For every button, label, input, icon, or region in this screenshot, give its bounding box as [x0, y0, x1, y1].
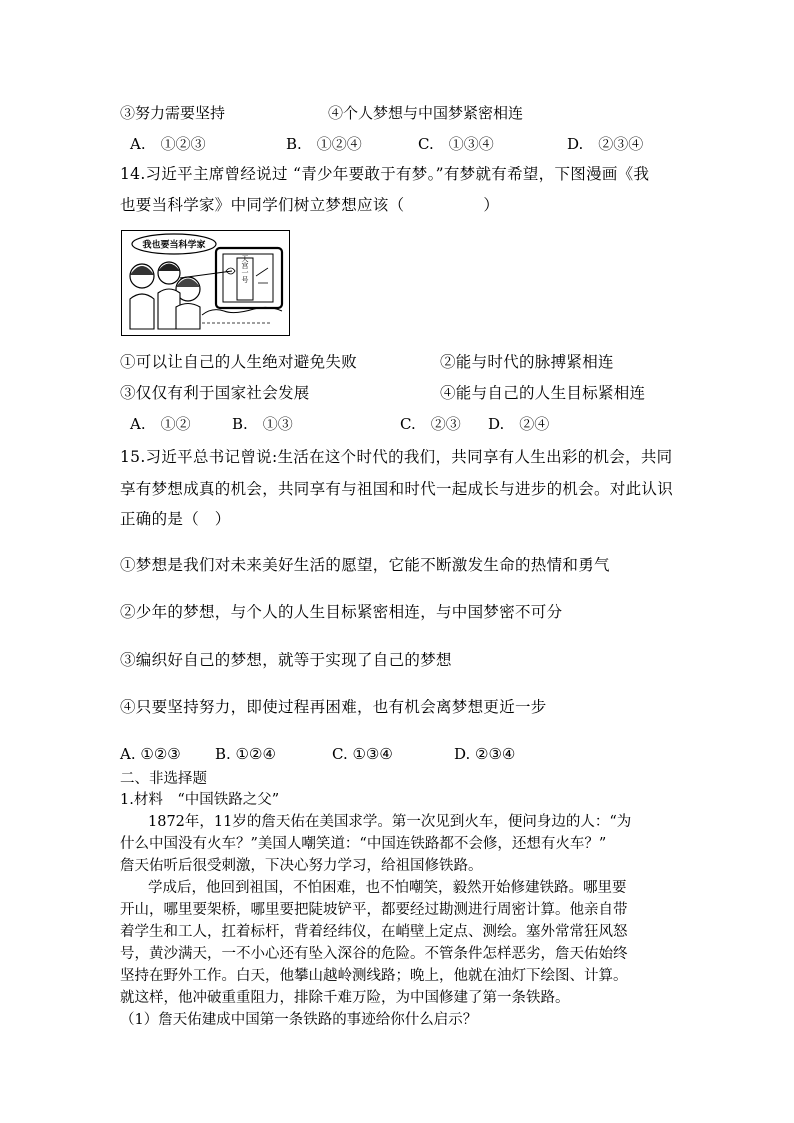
para2-line4: 号，黄沙满天，一不小心还有坠入深谷的危险。不管条件怎样恶劣，詹天佑始终 — [120, 946, 628, 962]
q15-option-d: D. ②③④ — [454, 745, 516, 763]
q14-stem-line2: 也要当科学家》中同学们树立梦想应该（ ） — [120, 196, 500, 214]
q14-item3: ③仅仅有利于国家社会发展 — [120, 384, 310, 402]
q13-option-a: A. ①②③ — [130, 135, 206, 153]
q14-option-d: D. ②④ — [488, 415, 550, 433]
cartoon-image — [121, 230, 290, 336]
q14-option-b: B. ①③ — [232, 415, 293, 433]
q15-item4: ④只要坚持努力，即使过程再困难，也有机会离梦想更近一步 — [120, 698, 547, 716]
material-title: 1.材料 “中国铁路之父” — [120, 792, 280, 808]
q14-item4: ④能与自己的人生目标紧相连 — [440, 384, 646, 402]
para1-line2: 什么中国没有火车？”美国人嘲笑道：“中国连铁路都不会修，还想有火车？” — [120, 836, 607, 852]
para1-line3: 詹天佑听后很受刺激，下决心努力学习，给祖国修铁路。 — [120, 858, 483, 874]
q13-option-c: C. ①③④ — [418, 135, 494, 153]
cartoon-drawing — [122, 231, 288, 334]
para2-line6: 就这样，他冲破重重阻力，排除千难万险，为中国修建了第一条铁路。 — [120, 990, 570, 1006]
q15-item1: ①梦想是我们对未来美好生活的愿望，它能不断激发生命的热情和勇气 — [120, 556, 610, 574]
section2-heading: 二、非选择题 — [120, 771, 207, 787]
para2-line2: 开山，哪里要架桥，哪里要把陡坡铲平，都要经过勘测进行周密计算。他亲自带 — [120, 902, 628, 918]
q15-option-b: B. ①②④ — [215, 745, 276, 763]
q13-option-b: B. ①②④ — [286, 135, 362, 153]
question-1: （1）詹天佑建成中国第一条铁路的事迹给你什么启示？ — [120, 1012, 478, 1028]
q13-item3: ③努力需要坚持 — [120, 104, 226, 122]
q13-item4: ④个人梦想与中国梦紧密相连 — [328, 104, 524, 122]
para2-line3: 着学生和工人，扛着标杆，背着经纬仪，在峭壁上定点、测绘。塞外常常狂风怒 — [120, 924, 628, 940]
q15-stem-line3: 正确的是（ ） — [120, 510, 231, 528]
q14-option-c: C. ②③ — [400, 415, 461, 433]
para1-line1: 1872年，11岁的詹天佑在美国求学。第一次见到火车，便问身边的人：“为 — [148, 814, 632, 830]
cartoon-caption: 我也要当科学家 — [142, 240, 206, 251]
q14-item1: ①可以让自己的人生绝对避免失败 — [120, 353, 358, 371]
q14-stem-line1: 14.习近平主席曾经说过 “青少年要敢于有梦。”有梦就有希望，下图漫画《我 — [120, 165, 650, 183]
q13-option-d: D. ②③④ — [567, 135, 644, 153]
q15-item3: ③编织好自己的梦想，就等于实现了自己的梦想 — [120, 651, 452, 669]
q14-item2: ②能与时代的脉搏紧相连 — [440, 353, 614, 371]
q15-stem-line1: 15.习近平总书记曾说:生活在这个时代的我们，共同享有人生出彩的机会，共同 — [120, 448, 673, 466]
cartoon-board-text: 天宫一号 — [241, 255, 249, 283]
para2-line1: 学成后，他回到祖国，不怕困难，也不怕嘲笑，毅然开始修建铁路。哪里要 — [148, 880, 627, 896]
q15-option-a: A. ①②③ — [120, 745, 181, 763]
para2-line5: 坚持在野外工作。白天，他攀山越岭测线路；晚上，他就在油灯下绘图、计算。 — [120, 968, 628, 984]
q15-stem-line2: 享有梦想成真的机会，共同享有与祖国和时代一起成长与进步的机会。对此认识 — [120, 480, 674, 498]
q15-option-c: C. ①③④ — [332, 745, 393, 763]
q15-item2: ②少年的梦想，与个人的人生目标紧密相连，与中国梦密不可分 — [120, 603, 563, 621]
q14-option-a: A. ①② — [130, 415, 191, 433]
